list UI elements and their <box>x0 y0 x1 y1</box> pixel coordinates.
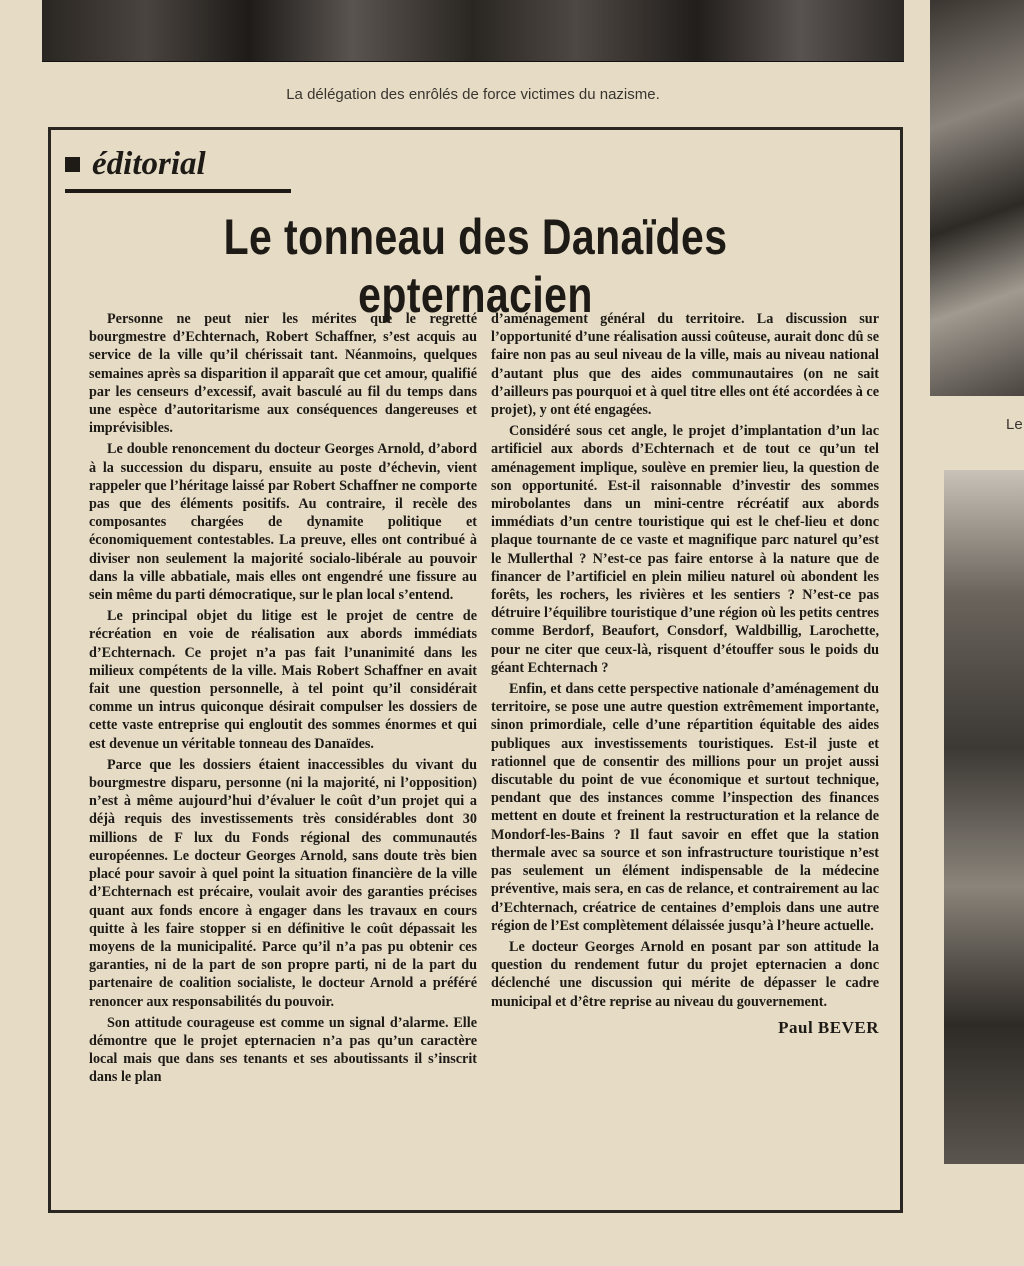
top-photo <box>42 0 904 62</box>
paragraph: d’aménagement général du territoire. La discussion sur l’opportunité d’une réalisation aussi coûteuse, aurait donc dû se faire non pas au seul niveau de la ville, mais au niveau national d’autant plus que des aides communautaires (on ne sait d’ailleurs pas pourquoi et à quel titre elles ont été accordées à ce projet), y ont été engagées. <box>491 311 880 419</box>
photo-caption: La délégation des enrôlés de force victimes du nazisme. <box>286 86 660 103</box>
side-caption-fragment: Le <box>1006 416 1023 433</box>
right-photo-top <box>930 0 1024 396</box>
kicker <box>65 146 206 183</box>
editorial-box <box>48 127 903 1213</box>
kicker-underline <box>65 189 291 193</box>
square-bullet-icon <box>65 157 80 172</box>
paragraph: Le docteur Georges Arnold en posant par son attitude la question du rendement futur du projet epternacien a donc déclenché une discussion qui mérite de dépasser le cadre municipal et d’être reprise au niveau du gouvernement. <box>491 938 879 1010</box>
left-column <box>89 310 477 1090</box>
right-photo-bottom <box>944 470 1024 1164</box>
right-column <box>491 310 879 1037</box>
author-signature: Paul BEVER <box>778 1017 879 1037</box>
kicker-label: éditorial <box>92 146 206 182</box>
paragraph: Parce que les dossiers étaient inaccessibles du vivant du bourgmestre disparu, personne (ni la majorité, ni l’opposition) n’est à même aujourd’hui d’évaluer le coût d’un projet qui a déjà requis des investissements très considérables dont 30 millions de F lux du Fonds régional des communautés européennes. Le docteur Georges Arnold, sans doute très bien placé pour savoir à quel point la situation financière de la ville d’Echternach est précaire, voulait avoir des garanties précises quant aux fonds encore à engager dans les travaux en cours quitte à les faire stopper si en définitive le coût dépassait les moyens de la municipalité. Parce qu’il n’a pas pu obtenir ces garanties, ni de la part de son propre parti, ni de la part du partenaire de coalition socialiste, le docteur Arnold a préféré renoncer aux responsabilités du pouvoir. <box>89 756 477 1010</box>
paragraph: Enfin, et dans cette perspective nationale d’aménagement du territoire, se pose une autre question extrêmement importante, sinon primordiale, celle d’une répartition équitable des aides publiques aux investissements touristiques. Est-il juste et rationnel que de consentir des millions pour un projet aussi discutable du point de vue économique et surtout technique, pendant que des instances comme l’inspection des finances mettent en doute et freinent la restructuration et la relance de Mondorf-les-Bains ? Il faut savoir en effet que la station thermale avec sa source et son infrastructure touristique n’est pas seulement un élément indispensable de la médecine préventive, mais sera, en cas de relance, et contrairement au lac d’Echternach, créatrice de centaines d’emplois dans une autre région de l’Est complètement délaissée jusqu’à l’heure actuelle. <box>491 681 879 934</box>
paragraph: Le principal objet du litige est le projet de centre de récréation en voie de réalisation aux abords immédiats d’Echternach. Ce projet n’a pas fait l’unanimité dans les milieux compétents de la ville. Mais Robert Schaffner en avait fait une question personnelle, à tel point qu’il considérait comme un intrus quiconque désirait compulser les dossiers de cette vaste entreprise qui engloutit des sommes énormes et qui est devenue un véritable tonneau des Danaïdes. <box>89 608 477 752</box>
paragraph: Le double renoncement du docteur Georges Arnold, d’abord à la succession du disparu, ensuite au poste d’échevin, vient rappeler que l’héritage laissé par Robert Schaffner ne comporte pas que des éléments positifs. Au contraire, il recèle des composantes chargées de dynamite politique et économiquement contestables. La preuve, elles ont contribué à diviser non seulement la majorité socialo-libérale au pouvoir dans la ville abbatiale, mais elles ont engendré une fissure au sein même du parti démocratique, sur le plan local s’entend. <box>89 441 477 604</box>
paragraph: Personne ne peut nier les mérites que le regretté bourgmestre d’Echternach, Robert Schaffner, s’est acquis au service de la ville qu’il chérissait tant. Néanmoins, quelques semaines après sa disparition il apparaît que cet amour, qualifié par les censeurs d’excessif, avait basculé au fil du temps dans une espèce d’autoritarisme aux conséquences dangereuses et imprévisibles. <box>89 311 477 437</box>
paragraph: Son attitude courageuse est comme un signal d’alarme. Elle démontre que le projet epternacien n’a pas qu’un caractère local mais que dans ses tenants et ses aboutissants il s’inscrit dans le plan <box>89 1014 477 1086</box>
paragraph: Considéré sous cet angle, le projet d’implantation d’un lac artificiel aux abords d’Echternach et de tout ce qu’un tel aménagement implique, soulève en premier lieu, la question de son opportunité. Est-il raisonnable d’investir des sommes mirobolantes dans un mini-centre récréatif aux abords immédiats d’un centre touristique qui est le chef-lieu et donc plaque tournante de ce vaste et magnifique parc naturel qu’est le Mullerthal ? N’est-ce pas faire entorse à la nature que de financer de l’artificiel en plein milieu naturel où abondent les forêts, les rochers, les rivières et les sentiers ? N’est-ce pas détruire l’équilibre touristique d’une région où les petits centres comme Berdorf, Beaufort, Consdorf, Waldbillig, Larochette, pour ne citer que ceux-là, risquent d’étouffer sous le poids du géant Echternach ? <box>491 423 879 676</box>
headline: Le tonneau des Danaïdes epternacien <box>223 209 728 323</box>
